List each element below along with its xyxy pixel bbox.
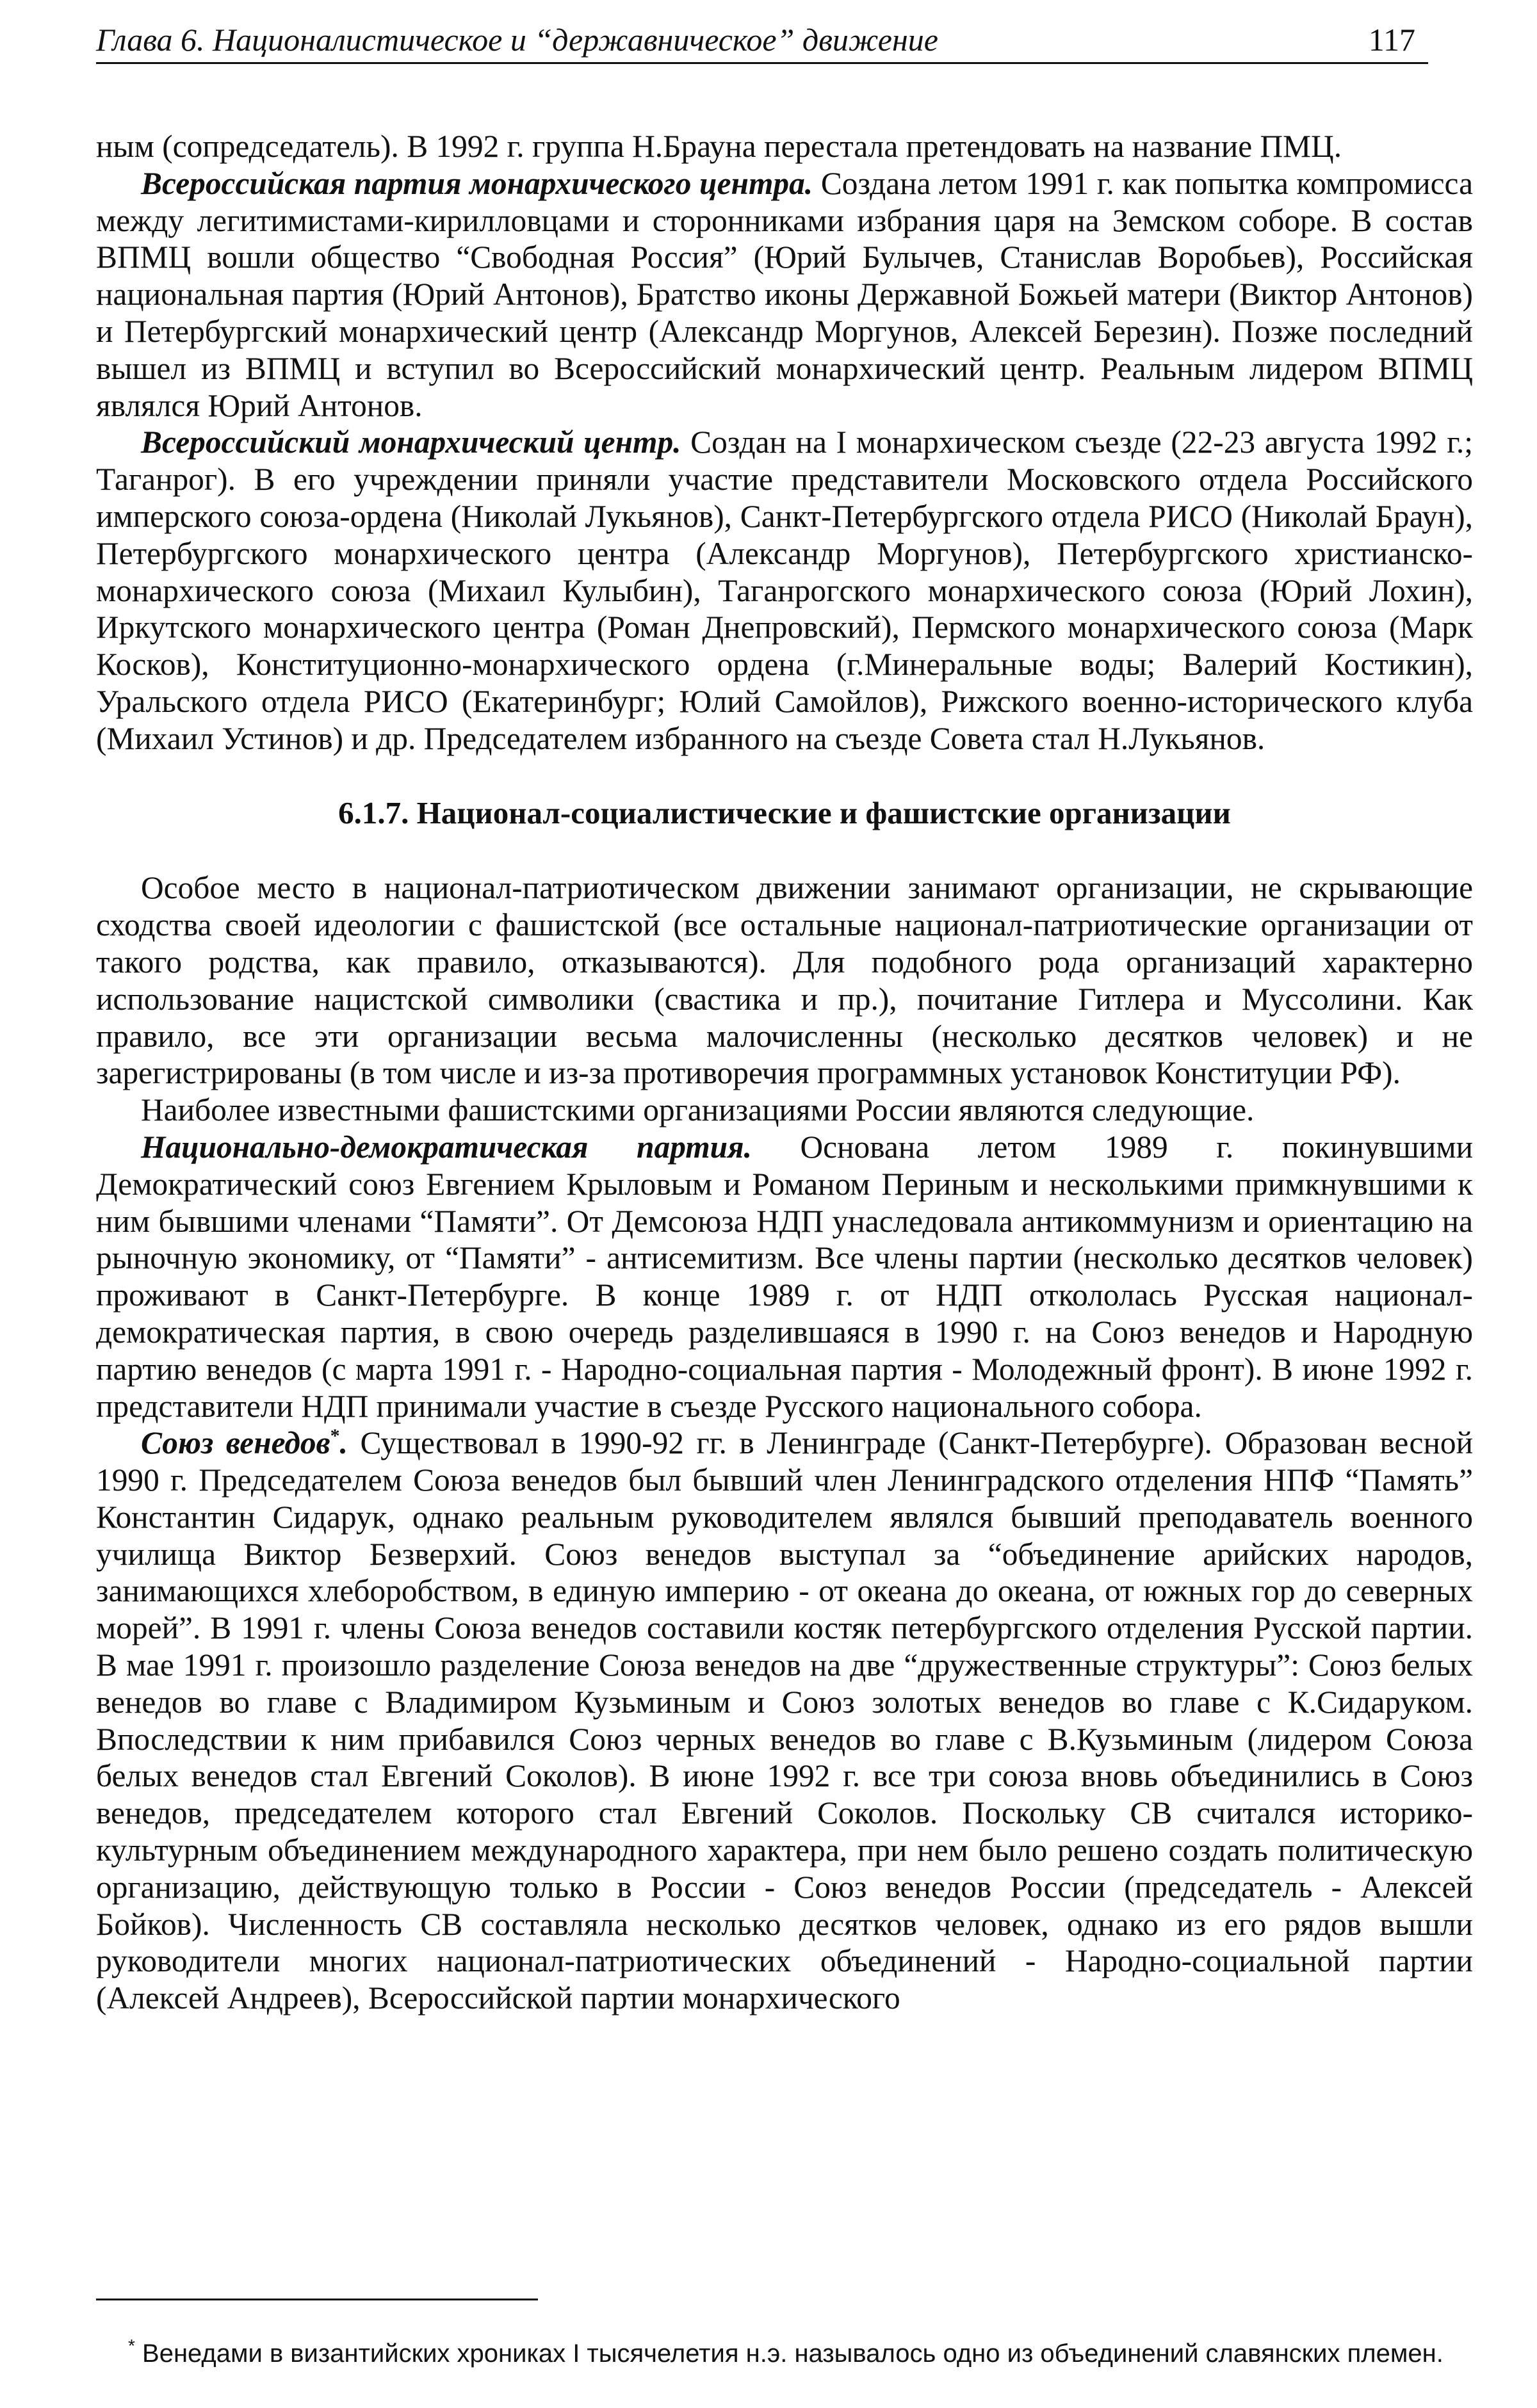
- chapter-title: Глава 6. Националистическое и “державническое” движение: [96, 22, 938, 58]
- footnote-star: *: [128, 2336, 135, 2355]
- footnote-paragraph: [96, 2337, 1473, 2370]
- body-text: [96, 128, 1473, 2017]
- section-heading: 6.1.7. Национал-социалистические и фашистские организации: [338, 795, 1231, 830]
- paragraph-lead: Союз венедов: [141, 1425, 330, 1461]
- paragraph-list-intro: [96, 1092, 1473, 1129]
- paragraph-text: Наиболее известными фашистскими организациями России являются следующие.: [141, 1092, 1255, 1128]
- paragraph-text: Создан на I монархическом съезде (22-23 августа 1992 г.; Таганрог). В его учреждении приняли участие представители Московского отдела Российского имперского союза-ордена (Николай Лукьянов), Санкт-Петербургского отдела РИСО (Николай Браун), Петербургского монархического центра (Александр Моргунов), Петербургского христианско-монархического союза (Михаил Кулыбин), Таганрогского монархического союза (Юрий Лохин), Иркутского монархического центра (Роман Днепровский), Пермского монархического союза (Марк Косков), Конституционно-монархического ордена (г.Минеральные воды; Валерий Костикин), Уральского отдела РИСО (Екатеринбург; Юлий Самойлов), Рижского военно-исторического клуба (Михаил Устинов) и др. Председателем избранного на съезде Совета стал Н.Лукьянов.: [96, 424, 1473, 756]
- paragraph-text: Создана летом 1991 г. как попытка компромисса между легитимистами-кирилловцами и сторонниками избрания царя на Земском соборе. В состав ВПМЦ вошли общество “Свободная Россия” (Юрий Булычев, Станислав Воробьев), Российская национальная партия (Юрий Антонов), Братство иконы Державной Божьей матери (Виктор Антонов) и Петербургский монархический центр (Александр Моргунов, Алексей Березин). Позже последний вышел из ВПМЦ и вступил во Всероссийский монархический центр. Реальным лидером ВПМЦ являлся Юрий Антонов.: [96, 165, 1473, 423]
- paragraph-text: Особое место в национал-патриотическом движении занимают организации, не скрывающие сходства своей идеологии с фашистской (все остальные национал-патриотические организации от такого родства, как правило, отказываются). Для подобного рода организаций характерно использование нацистской символики (свастика и пр.), почитание Гитлера и Муссолини. Как правило, все эти организации весьма малочисленны (несколько десятков человек) и не зарегистрированы (в том числе и из-за противоречия программных установок Конституции РФ).: [96, 870, 1473, 1091]
- running-header: [96, 13, 1428, 64]
- footnote: [96, 2337, 1473, 2370]
- paragraph-vpmc: [96, 165, 1473, 424]
- paragraph-lead: Национально-демократическая партия.: [141, 1129, 752, 1165]
- footnote-marker: *: [330, 1425, 340, 1447]
- paragraph-lead: Всероссийский монархический центр.: [141, 424, 681, 460]
- paragraph-lead: Всероссийская партия монархического центра.: [141, 165, 813, 201]
- footnote-text: Венедами в византийских хрониках I тысячелетия н.э. называлось одно из объединений славянских племен.: [134, 2339, 1443, 2368]
- paragraph-intro: [96, 869, 1473, 1092]
- paragraph-ndp: [96, 1129, 1473, 1425]
- paragraph-text: Существовал в 1990-92 гг. в Ленинграде (Санкт-Петербурге). Образован весной 1990 г. Председателем Союза венедов был бывший член Ленинградского отделения НПФ “Память” Константин Сидарук, однако реальным руководителем являлся бывший преподаватель военного училища Виктор Безверхий. Союз венедов выступал за “объединение арийских народов, занимающихся хлеборобством, в единую империю - от океана до океана, от южных гор до северных морей”. В 1991 г. члены Союза венедов составили костяк петербургского отделения Русской партии. В мае 1991 г. произошло разделение Союза венедов на две “дружественные структуры”: Союз белых венедов во главе с Владимиром Кузьминым и Союз золотых венедов во главе с К.Сидаруком. Впоследствии к ним прибавился Союз черных венедов во главе с В.Кузьминым (лидером Союза белых венедов стал Евгений Соколов). В июне 1992 г. все три союза вновь объединились в Союз венедов, председателем которого стал Евгений Соколов. Поскольку СВ считался историко-культурным объединением международного характера, при нем было решено создать политическую организацию, действующую только в России - Союз венедов России (председатель - Алексей Бойков). Численность СВ составляла несколько десятков человек, однако из его рядов вышли руководители многих национал-патриотических объединений - Народно-социальной партии (Алексей Андреев), Всероссийской партии монархического: [96, 1425, 1473, 2016]
- paragraph-text: ным (сопредседатель). В 1992 г. группа Н.Брауна перестала претендовать на название ПМЦ.: [96, 129, 1342, 164]
- lead-dot: .: [339, 1425, 348, 1461]
- paragraph-continuation: [96, 128, 1473, 165]
- paragraph-text: Основана летом 1989 г. покинувшими Демократический союз Евгением Крыловым и Романом Периным и несколькими примкнувшими к ним бывшими членами “Памяти”. От Демсоюза НДП унаследовала антикоммунизм и ориентацию на рыночную экономику, от “Памяти” - антисемитизм. Все члены партии (несколько десятков человек) проживают в Санкт-Петербурге. В конце 1989 г. от НДП откололась Русская национал-демократическая партия, в свою очередь разделившаяся в 1990 г. на Союз венедов и Народную партию венедов (с марта 1991 г. - Народно-социальная партия - Молодежный фронт). В июне 1992 г. представители НДП принимали участие в съезде Русского национального собора.: [96, 1129, 1473, 1424]
- paragraph-vmc: [96, 424, 1473, 757]
- paragraph-soyuz-venedov: [96, 1425, 1473, 2017]
- page-number: 117: [1368, 22, 1415, 58]
- footnote-divider: [96, 2299, 538, 2300]
